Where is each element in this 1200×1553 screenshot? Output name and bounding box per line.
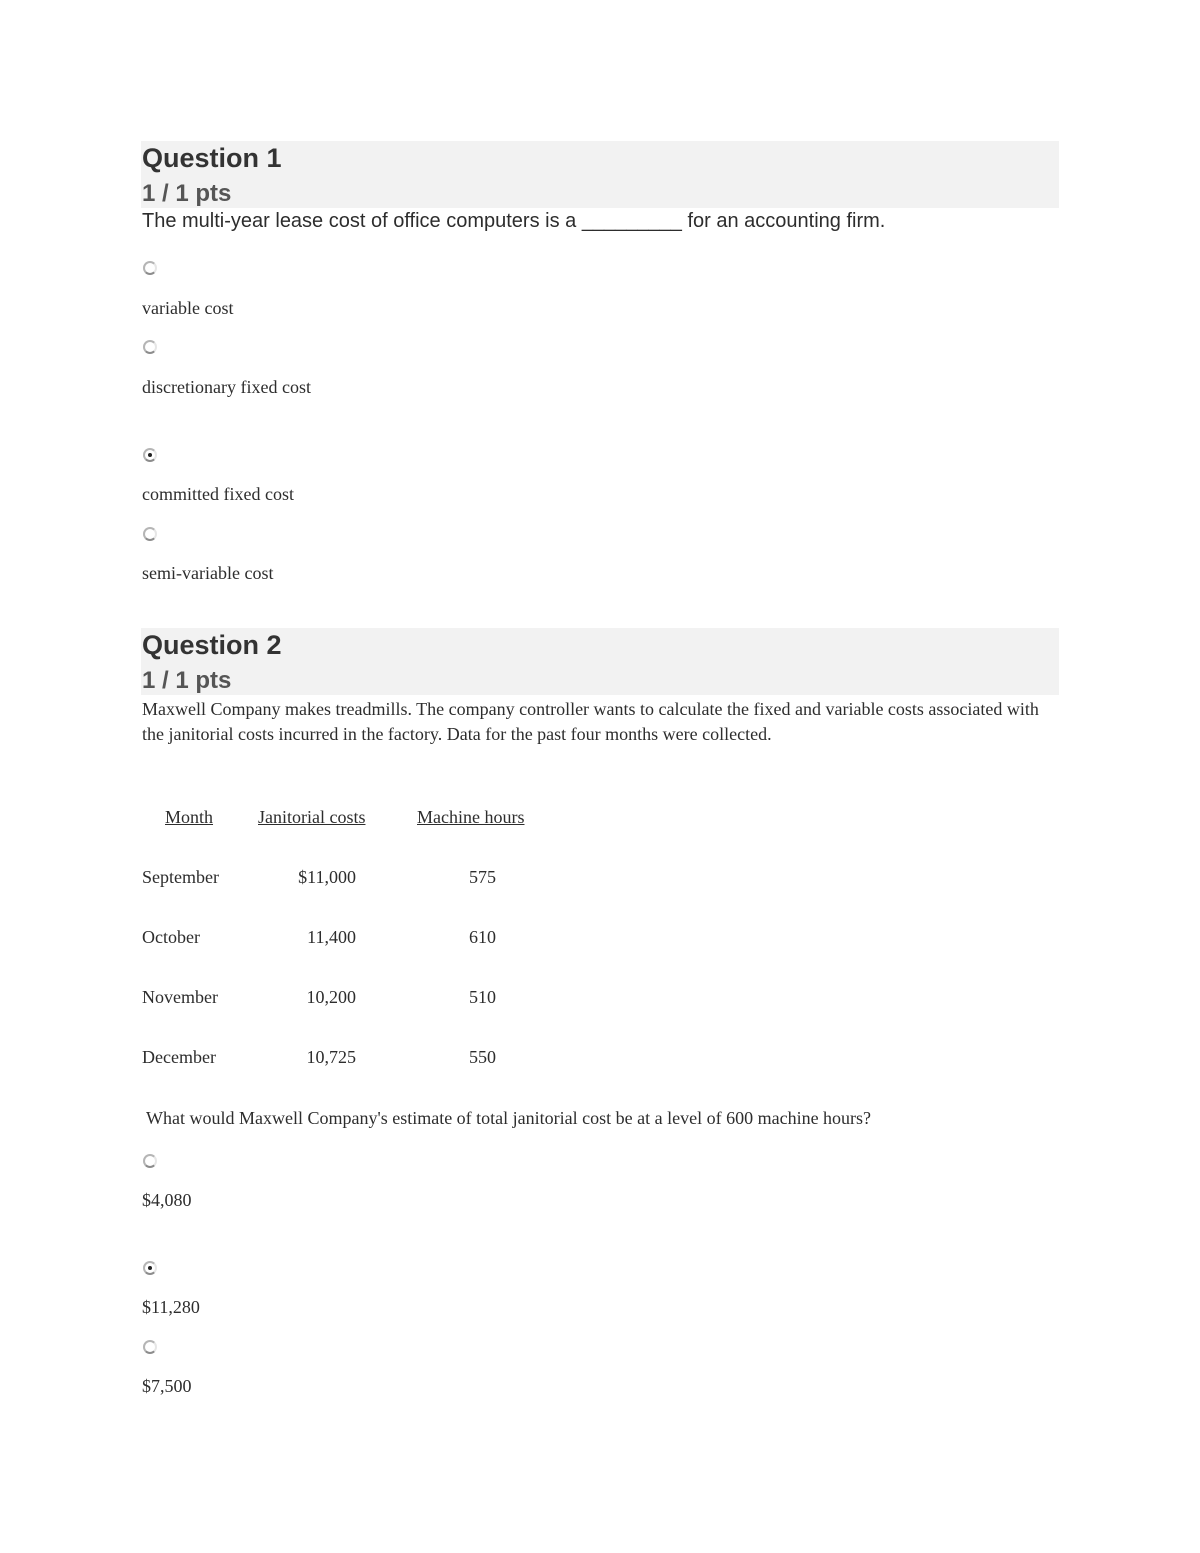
option-label-4080: $4,080: [142, 1190, 192, 1210]
question-2-points: 1 / 1 pts: [142, 667, 232, 694]
question-2-title: Question 2: [142, 630, 282, 660]
table-cell-machine-hours: 510: [469, 987, 496, 1007]
table-cell-month: October: [142, 927, 200, 947]
option-label-variable-cost: variable cost: [142, 298, 234, 318]
question-1-points: 1 / 1 pts: [142, 180, 232, 207]
table-header-month: Month: [165, 807, 214, 827]
radio-option-4080[interactable]: [143, 1154, 157, 1168]
option-label-semi-variable-cost: semi-variable cost: [142, 563, 274, 583]
question-1-title: Question 1: [142, 143, 282, 173]
radio-option-7500[interactable]: [143, 1340, 157, 1354]
table-cell-machine-hours: 575: [469, 867, 496, 887]
option-label-7500: $7,500: [142, 1376, 192, 1396]
radio-option-discretionary-fixed-cost[interactable]: [143, 340, 157, 354]
radio-option-semi-variable-cost[interactable]: [143, 527, 157, 541]
radio-option-11280[interactable]: [143, 1261, 157, 1275]
option-label-11280: $11,280: [142, 1297, 200, 1317]
table-cell-janitorial-cost: $11,000: [298, 867, 356, 887]
table-cell-janitorial-cost: 11,400: [307, 927, 356, 947]
question-2-question: What would Maxwell Company's estimate of total janitorial cost be at a level of 600 machine hours?: [146, 1108, 872, 1128]
table-cell-machine-hours: 550: [469, 1047, 496, 1067]
table-cell-machine-hours: 610: [469, 927, 496, 947]
table-header-machine-hours: Machine hours: [417, 807, 525, 827]
question-2-prompt: Maxwell Company makes treadmills. The company controller wants to calculate the fixed and variable costs associated with the janitorial costs incurred in the factory. Data for the past four months were collected.: [142, 699, 1039, 744]
radio-option-variable-cost[interactable]: [143, 261, 157, 275]
table-cell-janitorial-cost: 10,200: [306, 987, 356, 1007]
table-cell-month: September: [142, 867, 219, 887]
table-cell-month: December: [142, 1047, 216, 1067]
table-header-janitorial-costs: Janitorial costs: [258, 807, 366, 827]
option-label-discretionary-fixed-cost: discretionary fixed cost: [142, 377, 311, 397]
table-cell-month: November: [142, 987, 218, 1007]
radio-option-committed-fixed-cost[interactable]: [143, 448, 157, 462]
question-1-prompt: The multi-year lease cost of office computers is a _________ for an accounting firm.: [142, 210, 886, 232]
table-cell-janitorial-cost: 10,725: [306, 1047, 356, 1067]
option-label-committed-fixed-cost: committed fixed cost: [142, 484, 294, 504]
